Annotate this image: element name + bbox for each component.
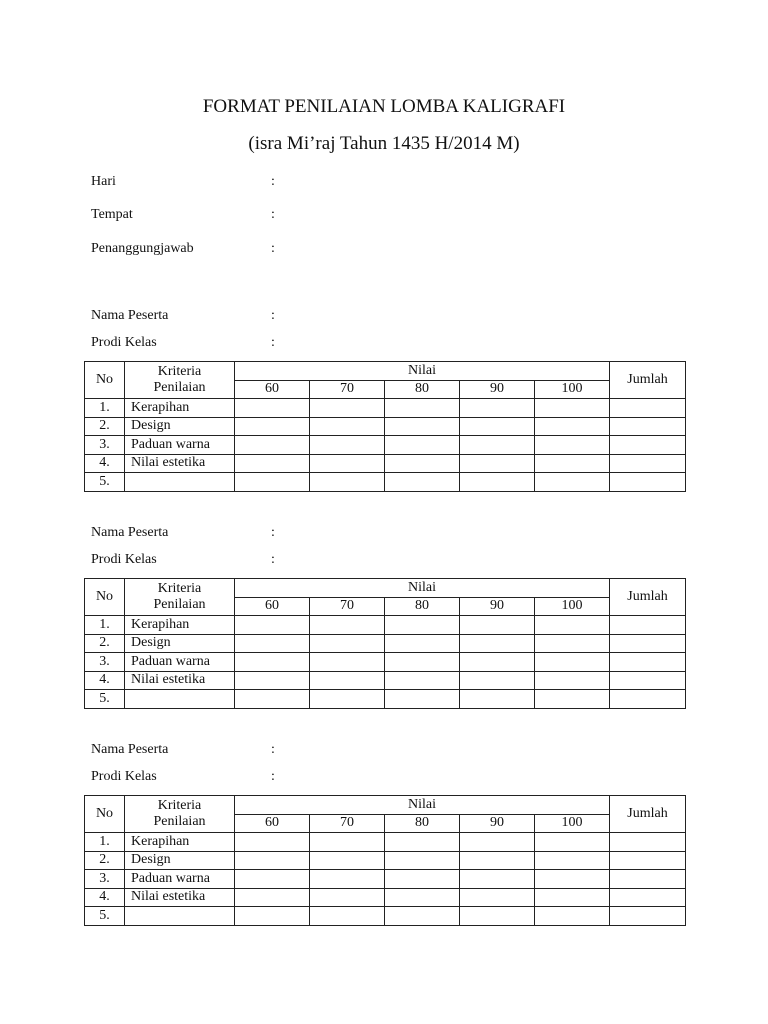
score-cell <box>235 399 310 418</box>
participant-name-label: Nama Peserta <box>91 742 169 757</box>
score-cell <box>460 399 535 418</box>
score-cell <box>235 851 310 870</box>
score-cell <box>535 690 610 709</box>
total-cell <box>610 851 686 870</box>
row-criteria: Design <box>125 417 235 436</box>
participant-class-colon: : <box>271 335 275 350</box>
table-row <box>85 417 686 436</box>
total-cell <box>610 454 686 473</box>
header-score-100: 100 <box>535 814 610 833</box>
header-total: Jumlah <box>610 796 686 833</box>
table-row <box>85 888 686 907</box>
score-cell <box>535 436 610 455</box>
row-criteria <box>125 907 235 926</box>
header-score-90: 90 <box>460 380 535 399</box>
header-score: Nilai <box>235 579 610 598</box>
document-title: FORMAT PENILAIAN LOMBA KALIGRAFI <box>202 96 566 117</box>
score-cell <box>310 851 385 870</box>
score-cell <box>235 833 310 852</box>
total-cell <box>610 690 686 709</box>
total-cell <box>610 671 686 690</box>
header-score-80: 80 <box>385 380 460 399</box>
table-row <box>85 671 686 690</box>
field-tempat-label: Tempat <box>91 207 133 222</box>
header-no: No <box>85 579 125 616</box>
table-row <box>85 634 686 653</box>
row-no: 4. <box>85 888 125 907</box>
table-row <box>85 907 686 926</box>
participant-class-label: Prodi Kelas <box>91 335 157 350</box>
header-score-60: 60 <box>235 597 310 616</box>
header-no: No <box>85 362 125 399</box>
participant-name-colon: : <box>271 742 275 757</box>
total-cell <box>610 888 686 907</box>
header-score-100: 100 <box>535 597 610 616</box>
score-cell <box>235 616 310 635</box>
field-penanggungjawab-colon: : <box>271 241 275 256</box>
header-score-90: 90 <box>460 814 535 833</box>
row-no: 3. <box>85 436 125 455</box>
score-cell <box>385 851 460 870</box>
row-no: 1. <box>85 399 125 418</box>
row-criteria: Nilai estetika <box>125 888 235 907</box>
row-no: 4. <box>85 671 125 690</box>
score-cell <box>235 888 310 907</box>
total-cell <box>610 436 686 455</box>
score-cell <box>535 833 610 852</box>
score-cell <box>460 653 535 672</box>
score-cell <box>535 417 610 436</box>
score-cell <box>235 634 310 653</box>
score-cell <box>385 690 460 709</box>
header-score-60: 60 <box>235 380 310 399</box>
participant-class-colon: : <box>271 769 275 784</box>
score-cell <box>385 653 460 672</box>
row-criteria: Paduan warna <box>125 653 235 672</box>
score-cell <box>235 436 310 455</box>
score-cell <box>535 851 610 870</box>
score-cell <box>385 907 460 926</box>
total-cell <box>610 473 686 492</box>
row-no: 5. <box>85 907 125 926</box>
score-cell <box>460 436 535 455</box>
participant-class-label: Prodi Kelas <box>91 552 157 567</box>
score-cell <box>235 907 310 926</box>
score-cell <box>535 907 610 926</box>
score-cell <box>310 907 385 926</box>
score-cell <box>460 473 535 492</box>
field-tempat-colon: : <box>271 207 275 222</box>
score-cell <box>460 616 535 635</box>
field-penanggungjawab-label: Penanggungjawab <box>91 241 194 256</box>
score-cell <box>535 399 610 418</box>
row-no: 2. <box>85 851 125 870</box>
row-criteria: Kerapihan <box>125 616 235 635</box>
score-cell <box>235 690 310 709</box>
score-cell <box>310 888 385 907</box>
score-cell <box>310 473 385 492</box>
row-criteria: Paduan warna <box>125 870 235 889</box>
score-cell <box>310 833 385 852</box>
score-cell <box>310 436 385 455</box>
table-row <box>85 690 686 709</box>
header-score: Nilai <box>235 362 610 381</box>
total-cell <box>610 833 686 852</box>
row-criteria <box>125 473 235 492</box>
table-row <box>85 473 686 492</box>
participant-name-colon: : <box>271 308 275 323</box>
score-cell <box>235 870 310 889</box>
score-cell <box>535 616 610 635</box>
table-row <box>85 653 686 672</box>
participant-class-label: Prodi Kelas <box>91 769 157 784</box>
participant-name-label: Nama Peserta <box>91 525 169 540</box>
row-no: 2. <box>85 417 125 436</box>
row-criteria: Nilai estetika <box>125 671 235 690</box>
table-row <box>85 616 686 635</box>
row-criteria <box>125 690 235 709</box>
score-cell <box>310 690 385 709</box>
participant-name-colon: : <box>271 525 275 540</box>
table-row <box>85 436 686 455</box>
total-cell <box>610 907 686 926</box>
score-cell <box>460 833 535 852</box>
score-cell <box>535 870 610 889</box>
total-cell <box>610 634 686 653</box>
row-no: 3. <box>85 653 125 672</box>
table-row <box>85 399 686 418</box>
score-cell <box>385 671 460 690</box>
score-cell <box>385 399 460 418</box>
score-table-2 <box>84 578 686 709</box>
row-criteria: Paduan warna <box>125 436 235 455</box>
score-table-3 <box>84 795 686 926</box>
score-cell <box>310 616 385 635</box>
header-score-90: 90 <box>460 597 535 616</box>
header-score-60: 60 <box>235 814 310 833</box>
header-score-70: 70 <box>310 597 385 616</box>
total-cell <box>610 870 686 889</box>
row-criteria: Nilai estetika <box>125 454 235 473</box>
score-cell <box>235 454 310 473</box>
score-cell <box>535 653 610 672</box>
participant-name-label: Nama Peserta <box>91 308 169 323</box>
score-table-1 <box>84 361 686 492</box>
score-cell <box>310 653 385 672</box>
score-cell <box>310 399 385 418</box>
score-cell <box>535 473 610 492</box>
score-cell <box>385 454 460 473</box>
score-cell <box>235 671 310 690</box>
score-cell <box>460 671 535 690</box>
score-cell <box>460 870 535 889</box>
header-score-70: 70 <box>310 380 385 399</box>
header-score-80: 80 <box>385 597 460 616</box>
header-score-100: 100 <box>535 380 610 399</box>
row-criteria: Design <box>125 634 235 653</box>
score-cell <box>460 907 535 926</box>
table-row <box>85 870 686 889</box>
row-no: 3. <box>85 870 125 889</box>
field-hari-colon: : <box>271 174 275 189</box>
score-cell <box>385 436 460 455</box>
table-row <box>85 454 686 473</box>
header-score-70: 70 <box>310 814 385 833</box>
row-criteria: Kerapihan <box>125 399 235 418</box>
score-cell <box>235 653 310 672</box>
score-cell <box>385 870 460 889</box>
score-cell <box>535 671 610 690</box>
field-hari-label: Hari <box>91 174 116 189</box>
score-cell <box>460 634 535 653</box>
score-cell <box>460 454 535 473</box>
document-subtitle: (isra Mi’raj Tahun 1435 H/2014 M) <box>248 133 520 154</box>
participant-class-colon: : <box>271 552 275 567</box>
header-total: Jumlah <box>610 579 686 616</box>
header-criteria: Kriteria Penilaian <box>125 362 235 399</box>
score-cell <box>310 870 385 889</box>
row-no: 4. <box>85 454 125 473</box>
header-no: No <box>85 796 125 833</box>
table-row <box>85 851 686 870</box>
total-cell <box>610 417 686 436</box>
score-cell <box>235 417 310 436</box>
row-criteria: Kerapihan <box>125 833 235 852</box>
score-cell <box>535 454 610 473</box>
score-cell <box>385 833 460 852</box>
row-no: 1. <box>85 616 125 635</box>
score-cell <box>385 888 460 907</box>
score-cell <box>310 671 385 690</box>
row-no: 5. <box>85 473 125 492</box>
header-criteria: Kriteria Penilaian <box>125 796 235 833</box>
header-total: Jumlah <box>610 362 686 399</box>
score-cell <box>310 454 385 473</box>
row-no: 5. <box>85 690 125 709</box>
score-cell <box>385 417 460 436</box>
total-cell <box>610 399 686 418</box>
row-no: 1. <box>85 833 125 852</box>
score-cell <box>460 888 535 907</box>
score-cell <box>535 888 610 907</box>
score-cell <box>385 634 460 653</box>
score-cell <box>460 851 535 870</box>
total-cell <box>610 616 686 635</box>
score-cell <box>310 634 385 653</box>
table-row <box>85 833 686 852</box>
score-cell <box>310 417 385 436</box>
score-cell <box>235 473 310 492</box>
score-cell <box>460 690 535 709</box>
score-cell <box>460 417 535 436</box>
header-score-80: 80 <box>385 814 460 833</box>
score-cell <box>385 616 460 635</box>
score-cell <box>535 634 610 653</box>
header-score: Nilai <box>235 796 610 815</box>
row-no: 2. <box>85 634 125 653</box>
total-cell <box>610 653 686 672</box>
header-criteria: Kriteria Penilaian <box>125 579 235 616</box>
score-cell <box>385 473 460 492</box>
row-criteria: Design <box>125 851 235 870</box>
